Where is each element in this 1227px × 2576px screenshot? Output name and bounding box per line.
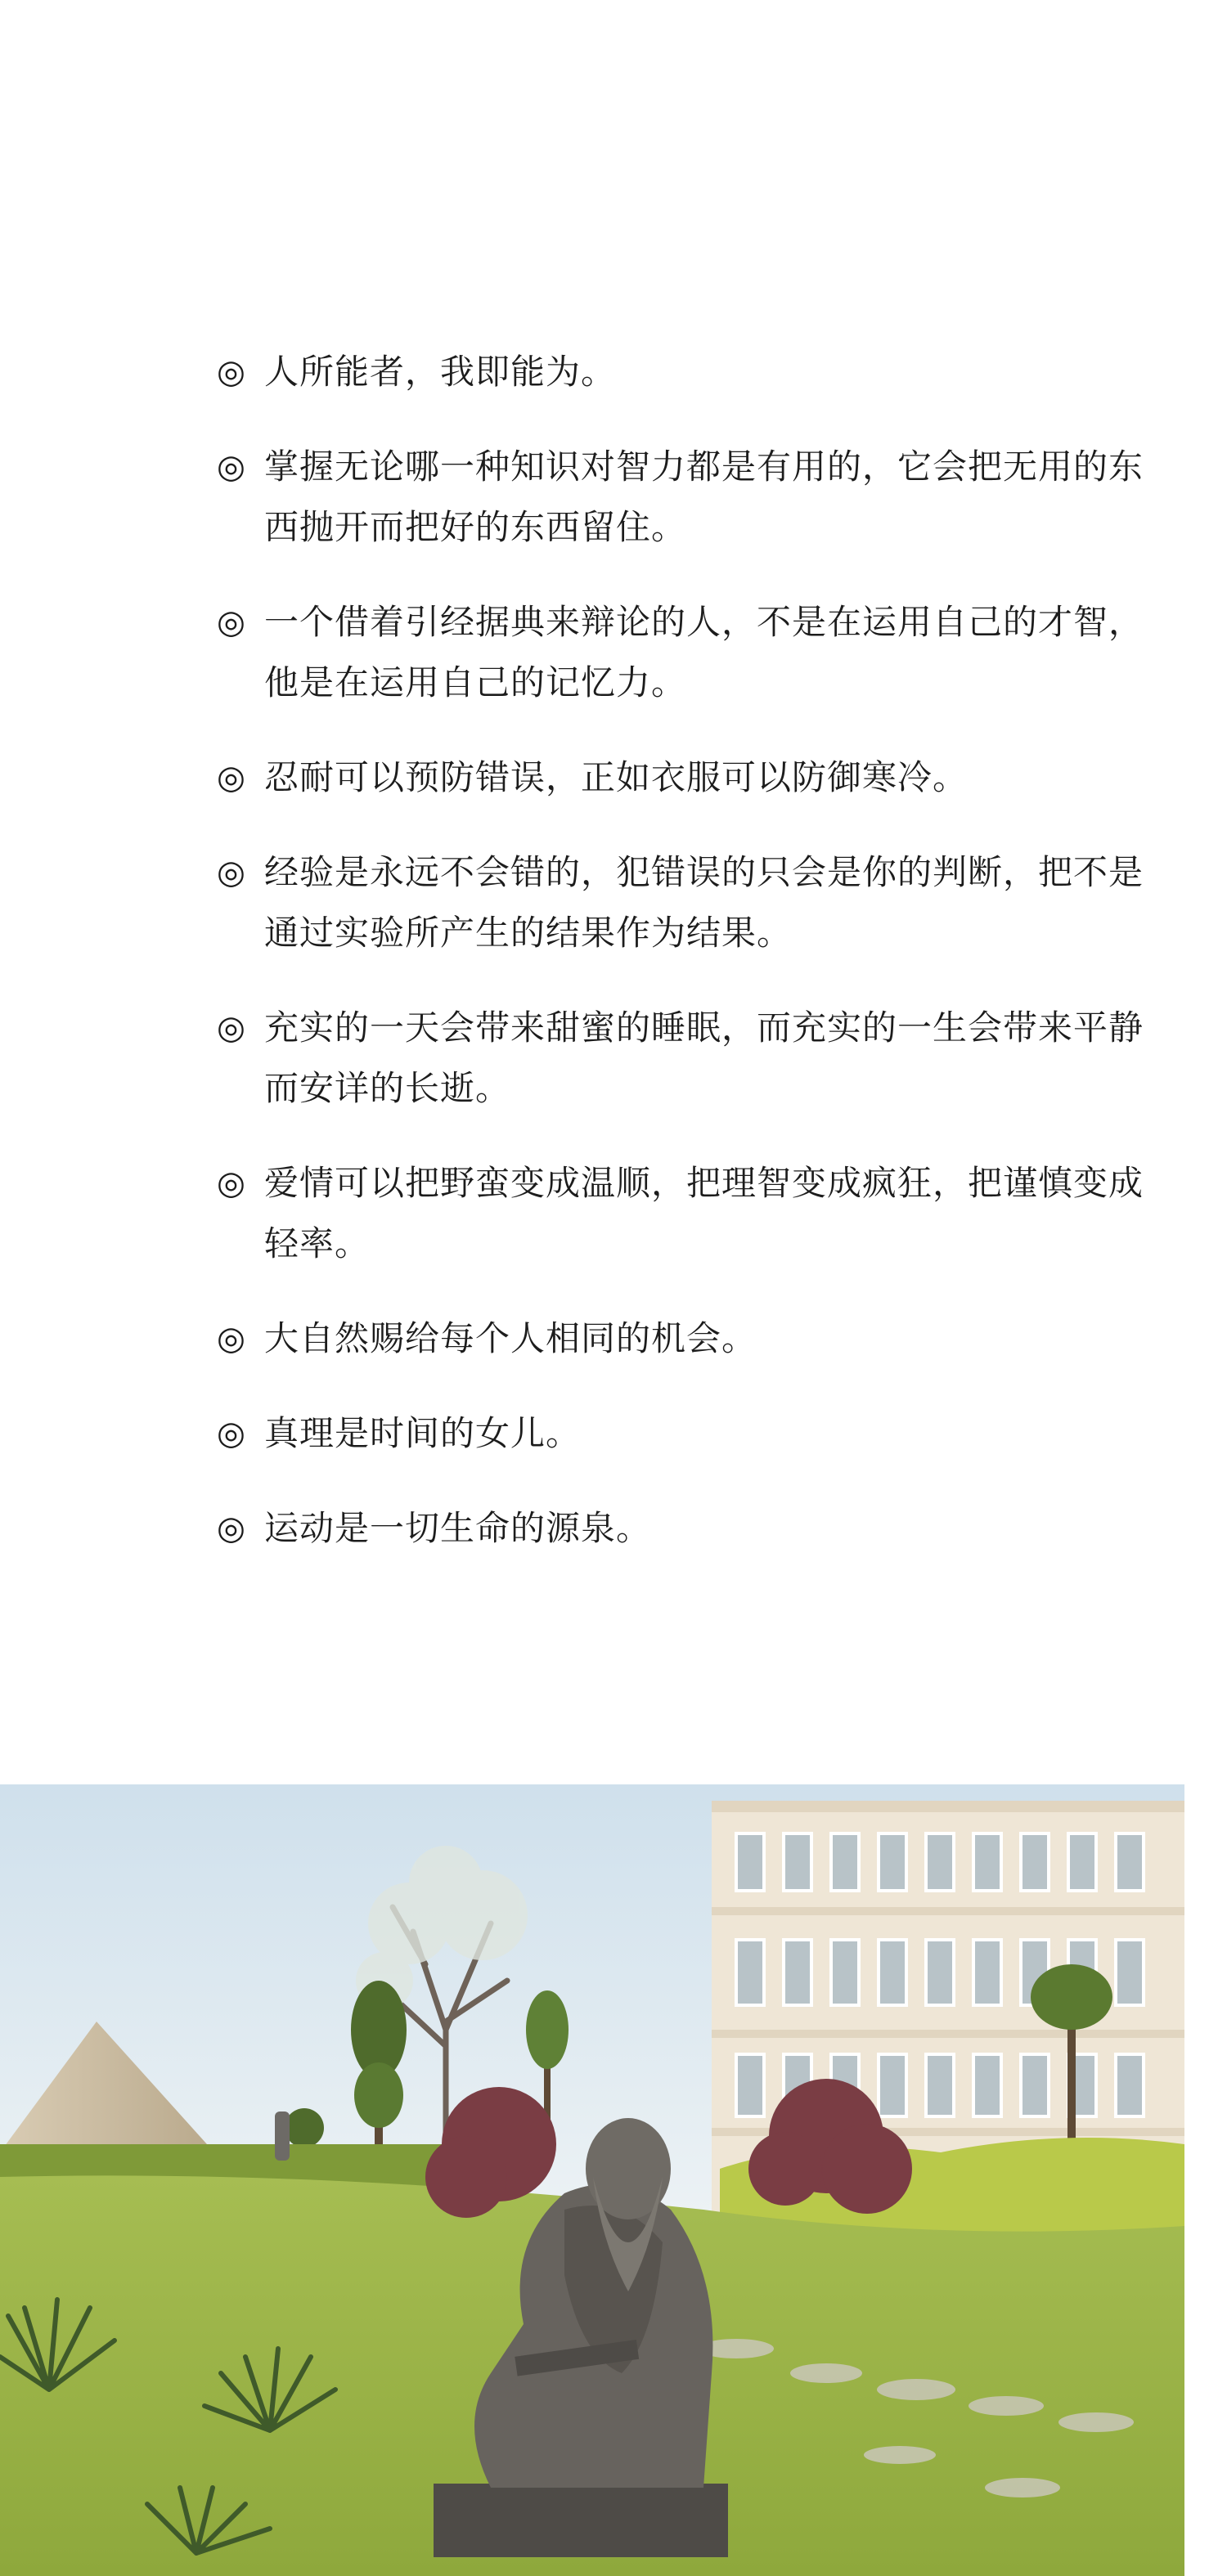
- quote-item: [217, 1498, 1157, 1559]
- quote-item: [217, 437, 1157, 558]
- quote-text: 人所能者，我即能为。: [264, 352, 617, 392]
- quote-text: 忍耐可以预防错误，正如衣服可以防御寒冷。: [264, 757, 969, 797]
- bullet-icon: ◎: [217, 353, 245, 391]
- quote-text: 爱情可以把野蛮变成温顺，把理智变成疯狂，把谨慎变成轻率。: [264, 1163, 1144, 1263]
- quote-text: 大自然赐给每个人相同的机会。: [264, 1318, 757, 1358]
- garden-statue-illustration: [0, 1784, 1184, 2576]
- distant-statue: [275, 2112, 290, 2161]
- quote-item: [217, 1403, 1157, 1464]
- bullet-icon: ◎: [217, 759, 245, 797]
- quote-text: 运动是一切生命的源泉。: [264, 1508, 652, 1548]
- quote-text: 真理是时间的女儿。: [264, 1413, 582, 1453]
- quote-item: [217, 342, 1157, 402]
- bullet-icon: ◎: [217, 604, 245, 641]
- quote-list: [217, 342, 1157, 1593]
- quote-text: 一个借着引经据典来辩论的人，不是在运用自己的才智，他是在运用自己的记忆力。: [264, 602, 1144, 702]
- quote-item: [217, 1153, 1157, 1274]
- quote-text: 充实的一天会带来甜蜜的睡眠，而充实的一生会带来平静而安详的长逝。: [264, 1008, 1144, 1108]
- quote-item: [217, 842, 1157, 963]
- bullet-icon: ◎: [217, 1165, 245, 1202]
- bullet-icon: ◎: [217, 1510, 245, 1547]
- bullet-icon: ◎: [217, 1320, 245, 1358]
- quote-item: [217, 1308, 1157, 1369]
- quote-text: 掌握无论哪一种知识对智力都是有用的，它会把无用的东西抛开而把好的东西留住。: [264, 447, 1144, 547]
- bullet-icon: ◎: [217, 854, 245, 891]
- quote-item: [217, 592, 1157, 713]
- quote-text: 经验是永远不会错的，犯错误的只会是你的判断，把不是通过实验所产生的结果作为结果。: [264, 852, 1144, 953]
- bullet-icon: ◎: [217, 448, 245, 486]
- bullet-icon: ◎: [217, 1415, 245, 1452]
- garden-statue-photo: [0, 1784, 1184, 2576]
- bullet-icon: ◎: [217, 1009, 245, 1047]
- quote-item: [217, 998, 1157, 1119]
- quote-item: [217, 747, 1157, 808]
